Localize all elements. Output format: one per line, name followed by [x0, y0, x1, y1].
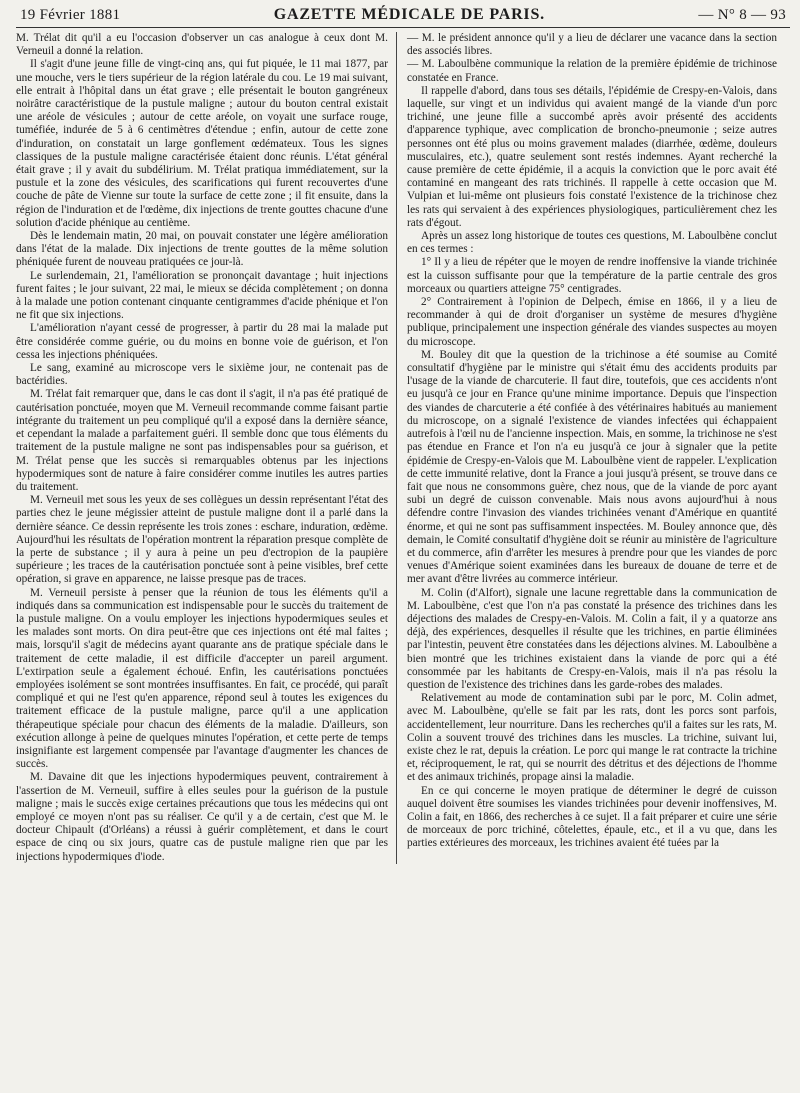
paragraph: Relativement au mode de contamination subi par le porc, M. Colin admet, avec M. Laboulbène, qu'elle se fait par les rats, dont les porcs sont parfois, accidentellement, leur nourriture. Dans les recherches qu'il a faites sur les rats, M. Colin a souvent trouvé des trichines dans les muscles. La trichine, suivant lui, existe chez le rat, depuis la création. Le porc qui mange le rat contracte la trichine et, réciproquement, le rat, qui se nourrit des détritus et des déjections de l'homme et des animaux trichinés, propage ainsi la maladie.: [407, 692, 777, 784]
paragraph: 1° Il y a lieu de répéter que le moyen de rendre inoffensive la viande trichinée est la cuisson suffisante pour que la température de la partie centrale des gros morceaux ou quartiers atteigne 75° centigrades.: [407, 256, 777, 295]
header-issue-page: — N° 8 — 93: [698, 7, 786, 23]
paragraph: M. Davaine dit que les injections hypodermiques peuvent, contrairement à l'assertion de M. Verneuil, suffire à elles seules pour la guérison de la pustule maligne ; mais le succès exige certaines précautions que tous les médecins qui ont employé ce moyen n'ont pas su réaliser. Ce qu'il y a de certain, c'est que M. le docteur Chipault (d'Orléans) a réussi à guérir complètement, et dans le court espace de cinq ou six jours, quatre cas de pustule maligne rien que par les injections hypodermiques d'iode.: [16, 771, 388, 863]
paragraph: — M. Laboulbène communique la relation de la première épidémie de trichinose constatée en France.: [407, 58, 777, 84]
paragraph: Il rappelle d'abord, dans tous ses détails, l'épidémie de Crespy-en-Valois, dans laquelle, sur vingt et un individus qui avaient mangé de la viande d'un porc trichiné, une jeune fille a succombé après avoir présenté des accidents d'apparence typhique, avec complication de broncho-pneumonie ; seize autres personnes ont été plus ou moins gravement malades (diarrhée, œdème, douleurs musculaires, etc.), quatre seulement sont restés indemnes. Ayant recherché la cause première de cette épidémie, il a acquis la conviction que le porc avait été contaminé en mangeant des rats trichinés. Il rappelle à cette occasion que M. Vulpian et lui-même ont plusieurs fois constaté l'existence de la trichinose chez les rats qui servaient à des expériences physiologiques, particulièrement chez les rats d'égout.: [407, 84, 777, 229]
header-date: 19 Février 1881: [20, 7, 121, 23]
paragraph: Le sang, examiné au microscope vers le sixième jour, ne contenait pas de bactéridies.: [16, 362, 388, 388]
publication-title: GAZETTE MÉDICALE DE PARIS.: [273, 6, 545, 23]
paragraph: M. Bouley dit que la question de la trichinose a été soumise au Comité consultatif d'hygiène par le ministre qui s'était ému des accidents produits par l'usage de la viande de charcuterie. Il faut dire, toutefois, que ces accidents n'ont eu jusqu'à ce jour en France qu'une minime importance. Depuis que l'inspection des viandes de charcuterie a été confiée à des vétérinaires habitués au maniement du microscope, on a signalé l'existence de viandes infectées qui échappaient autrefois à l'œil nu de l'ancienne inspection. Mais, en somme, la trichinose ne s'est pas étendue en France et l'on n'a eu jusqu'à ce jour à signaler que la petite épidémie de Crespy-en-Valois que M. Laboulbène vient de rappeler. L'explication de cette immunité relative, dont la France a joui jusqu'à présent, se trouve dans ce fait que nous ne consommons guère, chez nous, que de la viande de porc ayant subi un degré de cuisson convenable. Mais nous avons aujourd'hui à nous défendre contre l'invasion des viandes trichinées venant d'Amérique en quantité énorme, et qui ne sont pas suffisamment inspectées. M. Bouley annonce que, dès demain, le Comité consultatif d'hygiène doit se réunir au ministère de l'agriculture et du commerce, afin d'arrêter les mesures à prendre pour que les viandes de porc venues d'Amérique soient examinées dans les bureaux de douane de terre et de mer avant d'être livrées au commerce intérieur.: [407, 348, 777, 586]
paragraph: M. Verneuil persiste à penser que la réunion de tous les éléments qu'il a indiqués dans sa communication est indispensable pour le succès du traitement de la pustule maligne. On a voulu employer les injections hypodermiques seules et les malades sont morts. On dira peut-être que ces injections ont été mal faites ; mais, lorsqu'il s'agit de médecins ayant quarante ans de pratique spéciale dans le traitement de cette maladie, il est difficile d'accepter un pareil argument. L'extirpation seule a également échoué. Enfin, les cautérisations ponctuées employées isolément se sont montrées insuffisantes. En fait, ce procédé, qui paraît compliqué et qui ne l'est qu'en apparence, répond seul à toutes les exigences du traitement efficace de la pustule maligne, parce qu'il a une application thérapeutique spéciale pour chacun des éléments de la maladie. D'ailleurs, son exécution allonge à peine de quelques minutes l'opération, et cette perte de temps insignifiante est largement compensée par l'avantage d'augmenter les chances de succès.: [16, 586, 388, 771]
paragraph: En ce qui concerne le moyen pratique de déterminer le degré de cuisson auquel doivent être soumises les viandes trichinées pour devenir inoffensives, M. Colin a fait, en 1866, des recherches à ce sujet. Il a fait préparer et cuire une série de morceaux de porc trichiné, côtelettes, épaule, etc., et il a vu que, dans les parties extérieures des morceaux, les trichines avaient été tuées par la: [407, 784, 777, 850]
paragraph: M. Verneuil met sous les yeux de ses collègues un dessin représentant l'état des parties chez le jeune mégissier atteint de pustule maligne dont il a parlé dans la dernière séance. Ce dessin représente les trois zones : eschare, induration, œdème. Aujourd'hui les résultats de l'opération montrent la réparation presque complète de la perte de substance ; il y aura à peine un peu d'ectropion de la paupière supérieure ; les traces de la cautérisation ponctuée sont à peine visibles, bref cette opération, si grave en apparence, ne laisse presque pas de traces.: [16, 494, 388, 586]
paragraph: — M. le président annonce qu'il y a lieu de déclarer une vacance dans la section des associés libres.: [407, 32, 777, 58]
paragraph: L'amélioration n'ayant cessé de progresser, à partir du 28 mai la malade put être considérée comme guérie, ou du moins en bonne voie de guérison, et l'on cessa les injections phéniquées.: [16, 322, 388, 361]
paragraph: Le surlendemain, 21, l'amélioration se prononçait davantage ; huit injections furent faites ; le jour suivant, 22 mai, le mieux se décida complètement ; on donna à la malade une potion contenant cinquante centigrammes d'acide phénique et l'on ne fit que six injections.: [16, 269, 388, 322]
paragraph: M. Trélat fait remarquer que, dans le cas dont il s'agit, il n'a pas été pratiqué de cautérisation ponctuée, moyen que M. Verneuil recommande comme faisant partie intégrante du traitement un peu compliqué qu'il a exposé dans la dernière séance, et cependant la malade a parfaitement guéri. Il semble donc que tous éléments du traitement de la pustule maligne ne sont pas indispensables pour sa guérison, et M. Trélat pense que les succès si remarquables obtenus par les injections hypodermiques sont de nature à faire considérer comme inutiles les autres parties du traitement.: [16, 388, 388, 493]
paragraph: Après un assez long historique de toutes ces questions, M. Laboulbène conclut en ces termes :: [407, 230, 777, 256]
page-header: [16, 6, 790, 28]
paragraph: M. Trélat dit qu'il a eu l'occasion d'observer un cas analogue à ceux dont M. Verneuil a donné la relation.: [16, 32, 388, 58]
paragraph: Il s'agit d'une jeune fille de vingt-cinq ans, qui fut piquée, le 11 mai 1877, par une mouche, vers le tiers supérieur de la région latérale du cou. Le 19 mai suivant, elle entrait à l'hôpital dans un état grave ; elle présentait le bouton gangréneux noirâtre caractéristique de la pustule maligne ; autour du bouton central existait une aréole de vésicules ; autour de cette aréole, on voyait une surface rouge, tuméfiée, indurée de 5 à 6 centimètres d'étendue ; enfin, autour de cette zone d'induration, on constatait un large gonflement œdémateux. Tous les signes classiques de la pustule maligne caractérisée étaient donc réunis. L'état général était grave ; il y avait du subdélirium. M. Trélat pratiqua immédiatement, sur la pustule et la zone des vésicules, des scarifications qui furent recouvertes d'une couche de pâte de Vienne sur toute la surface de cette zone ; il fit ensuite, dans la région de l'induration et de l'œdème, dix injections de trente gouttes chacune d'une solution d'acide phénique au centième.: [16, 58, 388, 229]
paragraph: M. Colin (d'Alfort), signale une lacune regrettable dans la communication de M. Laboulbène, c'est que l'on n'a pas constaté la présence des trichines dans les déjections des malades de Crespy-en-Valois. M. Colin a fait, il y a quatorze ans déjà, des expériences, desquelles il résulte que les trichines, en partie éliminées par l'intestin, peuvent être constatées dans les déjections alvines. M. Laboulbène a bien montré que les trichines existaient dans la viande de porc qui a été consommée par les habitants de Crespy-en-Valois, mais il n'a pas résolu la question de l'existence des trichines dans les garde-robes des malades.: [407, 586, 777, 691]
article-columns: [16, 32, 790, 864]
left-column: [16, 32, 396, 864]
paragraph: Dès le lendemain matin, 20 mai, on pouvait constater une légère amélioration dans l'état de la malade. Dix injections de trente gouttes de la même solution phéniquée furent de nouveau pratiquées ce jour-là.: [16, 230, 388, 269]
right-column: [397, 32, 777, 864]
paragraph: 2° Contrairement à l'opinion de Delpech, émise en 1866, il y a lieu de recommander à qui de droit d'organiser un système de mesures d'hygiène publique, principalement une inspection générale des viandes suspectes au moyen du microscope.: [407, 296, 777, 348]
